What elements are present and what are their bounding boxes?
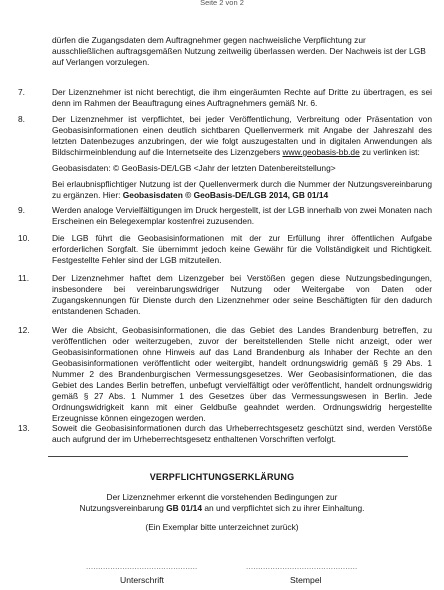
declaration-line-1: Der Lizenznehmer erkennt die vorstehenden Bedingungen zur <box>106 492 338 502</box>
section-divider <box>48 456 408 457</box>
item-6-line1: dürfen die Zugangsdaten dem Auftragnehmer gegen nachweisliche Verpflichtung zur <box>52 35 366 45</box>
item-8-paragraph-1 <box>52 114 432 158</box>
return-copy-note: (Ein Exemplar bitte unterzeichnet zurück) <box>145 522 299 532</box>
item-13-number: 13. <box>18 423 30 433</box>
item-7-number: 7. <box>18 87 25 97</box>
declaration-line-2 <box>30 503 414 514</box>
item-9-text: Werden analoge Vervielfältigungen im Druck hergestellt, ist der LGB innerhalb von zwei Monaten nach Erscheinen ein Belegexemplar kostenfrei zuzusenden. <box>52 205 432 226</box>
declaration-title: VERPFLICHTUNGSERKLÄRUNG <box>149 472 295 482</box>
declaration-block <box>30 472 414 533</box>
item-6-text <box>52 35 432 68</box>
item-8-text: Der Lizenznehmer ist verpflichtet, bei jeder Veröffentlichung, Verbreitung oder Präsentation von Geobasisinformationen einen deutlich sichtbaren Quellenvermerk mit Angabe der Jahreszahl des letzten Datenbezuges anzubringen, der wie folgt auszugestalten und in digitalen Anwendungen als Bildschirmeinblendung auf die Internetseite des Lizenzgebers <box>52 114 432 157</box>
item-7-text: Der Lizenznehmer ist nicht berechtigt, die ihm eingeräumten Rechte auf Dritte zu übertragen, es sei denn im Rahmen der Beauftragung eines Auftragnehmers gemäß Nr. 6. <box>52 87 432 108</box>
signature-label: Unterschrift <box>120 575 164 585</box>
item-8-text-post: zu verlinken ist: <box>362 147 420 157</box>
item-9-number: 9. <box>18 205 25 215</box>
item-8-paragraph-3 <box>52 179 432 201</box>
declaration-line-2-post: an und verpflichtet sich zu ihrer Einhaltung. <box>204 503 365 513</box>
item-12-text: Wer die Absicht, Geobasisinformationen, die das Gebiet des Landes Brandenburg betreffen, zu veröffentlichen oder weiterzugeben, zuvor der bereitstellenden Stelle nicht anzeigt, oder wer Geobasisinformationen ohne Hinweis auf das Land Brandenburg als Inhaber der Rechte an den Geobasisinformationen veröffentlicht oder weitergibt, handelt ordnungswidrig gemäß § 29 Abs. 1 Nummer 2 des Brandenburgischen Vermessungsgesetzes. Wer Geobasisinformationen, die das Gebiet des Landes Berlin betreffen, unbefugt vervielfältigt oder veröffentlicht, handelt ordnungswidrig gemäß § 27 Abs. 1 Nummer 1 des Gesetzes über das Vermessungswesen in Berlin. Jede Ordnungswidrigkeit kann mit einer Geldbuße geahndet werden. Ordnungswidrig hergestellte Erzeugnisse können eingezogen werden. <box>52 325 432 423</box>
item-8-permit-text: Bei erlaubnispflichtiger Nutzung ist der Quellenvermerk durch die Nummer der Nutzungsvereinbarung zu ergänzen. Hier: <box>52 179 432 200</box>
item-13-text: Soweit die Geobasisinformationen durch das Urheberrechtsgesetz geschützt sind, werden Verstöße auch aufgrund der im Urheberrechtsgesetz enthaltenen Vorschriften verfolgt. <box>52 423 432 444</box>
agreement-number: GB 01/14 <box>166 503 202 513</box>
item-6-line3: auf Verlangen vorzulegen. <box>52 57 150 67</box>
item-10-text: Die LGB führt die Geobasisinformationen mit der zur Erfüllung ihrer öffentlichen Aufgabe erforderlichen Sorgfalt. Sie übernimmt jedoch keine Gewähr für die Vollständigkeit und Richtigkeit. Festgestellte Fehler sind der LGB mitzuteilen. <box>52 233 432 265</box>
item-8-number: 8. <box>18 114 25 124</box>
geobasis-website-link[interactable]: www.geobasis-bb.de <box>282 147 360 157</box>
page-number-header: Seite 2 von 2 <box>200 0 244 7</box>
declaration-line-2-pre: Nutzungsvereinbarung <box>79 503 164 513</box>
stamp-line: .............................................. <box>246 562 358 571</box>
item-6-line2: ausschließlichen auftragsgemäßen Nutzung zeitweilig überlassen werden. Der Nachweis ist der LGB <box>52 46 426 56</box>
source-note-example: Geobasisdaten © GeoBasis-DE/LGB 2014, GB 01/14 <box>122 190 329 200</box>
item-11-number: 11. <box>18 273 30 283</box>
stamp-label: Stempel <box>290 575 322 585</box>
signature-line: .............................................. <box>86 562 198 571</box>
item-11-text: Der Lizenznehmer haftet dem Lizenzgeber bei Verstößen gegen diese Nutzungsbedingungen, insbesondere bei vereinbarungswidriger Nutzung oder Weitergabe von Daten oder Zugangskennungen für Dienste durch den Lizenznehmer oder seine Beschäftigten für den dadurch entstandenen Schaden. <box>52 273 432 316</box>
source-note-template: Geobasisdaten: © GeoBasis-DE/LGB <Jahr der letzten Datenbereitstellung> <box>52 163 336 173</box>
item-12-number: 12. <box>18 325 30 335</box>
item-10-number: 10. <box>18 233 30 243</box>
